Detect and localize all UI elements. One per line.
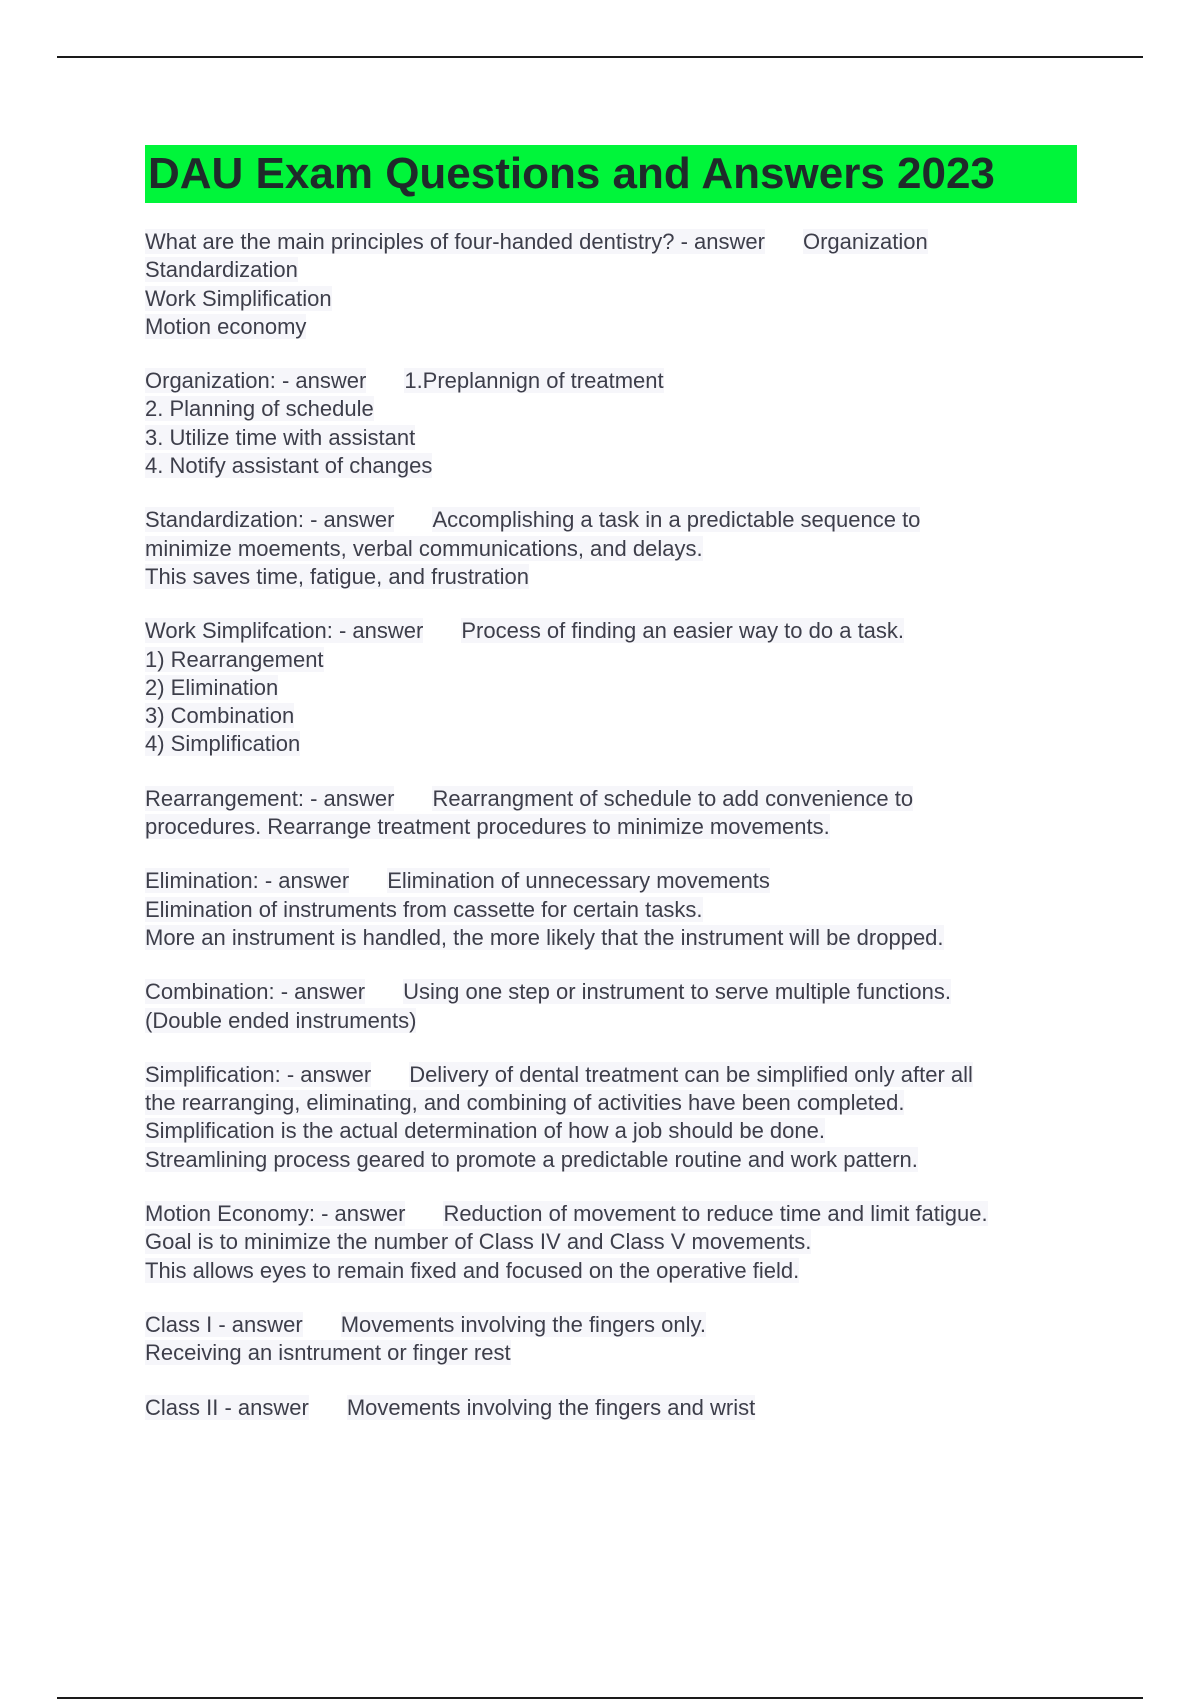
qa-card <box>145 1200 1105 1285</box>
answer-line: Streamlining process geared to promote a predictable routine and work pattern. <box>145 1146 918 1172</box>
title-highlight <box>145 145 1077 203</box>
answer-line: Receiving an isntrument or finger rest <box>145 1340 511 1366</box>
qa-first-line <box>145 1061 1105 1089</box>
qa-first-line <box>145 506 1105 534</box>
answer-line: 3) Combination <box>145 703 295 729</box>
answer-line: 4. Notify assistant of changes <box>145 453 433 479</box>
qa-first-line <box>145 978 1105 1006</box>
answer-line: procedures. Rearrange treatment procedures to minimize movements. <box>145 814 830 840</box>
qa-first-line <box>145 228 1105 256</box>
answer-text: Organization <box>802 229 928 254</box>
qa-first-line <box>145 617 1105 645</box>
answer-line: 4) Simplification <box>145 731 301 757</box>
question-text: Class I - answer <box>145 1311 303 1337</box>
answer-line: 2. Planning of schedule <box>145 396 374 422</box>
answer-line: Goal is to minimize the number of Class IV and Class V movements. <box>145 1229 812 1255</box>
qa-card <box>145 367 1105 480</box>
qa-card <box>145 1311 1105 1368</box>
question-text: Class II - answer <box>145 1394 309 1420</box>
question-text: Organization: - answer <box>145 368 367 394</box>
qa-card <box>145 228 1105 341</box>
answer-line: Standardization <box>145 257 298 283</box>
top-divider <box>57 56 1143 58</box>
qa-first-line <box>145 867 1105 895</box>
question-text: Standardization: - answer <box>145 507 395 533</box>
bottom-divider <box>57 1697 1143 1699</box>
answer-line: Simplification is the actual determination of how a job should be done. <box>145 1118 825 1144</box>
question-text: Elimination: - answer <box>145 868 350 894</box>
qa-card <box>145 978 1105 1035</box>
answer-text: Movements involving the fingers and wrist <box>346 1394 756 1420</box>
answer-text: Reduction of movement to reduce time and limit fatigue. <box>443 1201 988 1227</box>
answer-text: 1.Preplannign of treatment <box>404 368 664 394</box>
answer-text: Movements involving the fingers only. <box>340 1311 706 1337</box>
qa-card <box>145 506 1105 591</box>
question-text: Rearrangement: - answer <box>145 785 395 811</box>
answer-line: This saves time, fatigue, and frustration <box>145 563 529 589</box>
answer-line: the rearranging, eliminating, and combining of activities have been completed. <box>145 1090 905 1116</box>
answer-text: Delivery of dental treatment can be simplified only after all <box>409 1061 973 1087</box>
answer-line: More an instrument is handled, the more likely that the instrument will be dropped. <box>145 924 944 950</box>
answer-line: (Double ended instruments) <box>145 1007 417 1033</box>
qa-card <box>145 785 1105 842</box>
qa-card <box>145 617 1105 758</box>
question-text: What are the main principles of four-handed dentistry? - answer <box>145 229 765 254</box>
question-text: Simplification: - answer <box>145 1061 372 1087</box>
answer-line: Work Simplification <box>145 285 332 311</box>
answer-text: Elimination of unnecessary movements <box>387 868 770 894</box>
answer-line: Motion economy <box>145 313 307 339</box>
answer-text: Rearrangment of schedule to add convenience to <box>432 785 914 811</box>
qa-list <box>145 228 1105 1448</box>
answer-text: Accomplishing a task in a predictable sequence to <box>432 507 921 533</box>
answer-text: Process of finding an easier way to do a task. <box>461 618 905 644</box>
answer-text: Using one step or instrument to serve multiple functions. <box>403 979 951 1005</box>
qa-first-line <box>145 785 1105 813</box>
document-title: DAU Exam Questions and Answers 2023 <box>148 149 995 198</box>
answer-line: This allows eyes to remain fixed and focused on the operative field. <box>145 1257 800 1283</box>
qa-first-line <box>145 367 1105 395</box>
answer-line: 2) Elimination <box>145 674 279 700</box>
answer-line: 3. Utilize time with assistant <box>145 424 416 450</box>
qa-first-line <box>145 1311 1105 1339</box>
answer-line: minimize moements, verbal communications, and delays. <box>145 535 703 561</box>
question-text: Combination: - answer <box>145 979 366 1005</box>
answer-line: Elimination of instruments from cassette for certain tasks. <box>145 896 703 922</box>
qa-card <box>145 867 1105 952</box>
answer-line: 1) Rearrangement <box>145 646 324 672</box>
qa-first-line <box>145 1200 1105 1228</box>
qa-card <box>145 1394 1105 1422</box>
question-text: Motion Economy: - answer <box>145 1201 406 1227</box>
qa-card <box>145 1061 1105 1174</box>
question-text: Work Simplifcation: - answer <box>145 618 424 644</box>
qa-first-line <box>145 1394 1105 1422</box>
